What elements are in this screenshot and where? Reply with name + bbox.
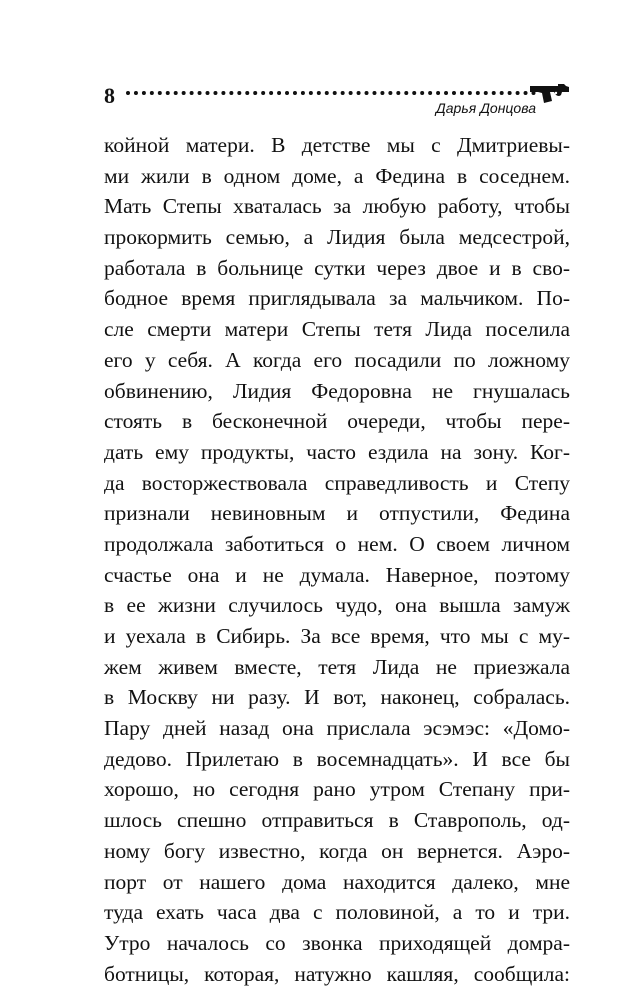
text-line: ботницы, которая, натужно кашляя, сообщила:: [104, 961, 570, 986]
text-line: да восторжествовала справедливость и Степу: [104, 470, 570, 495]
dotted-leader: [126, 91, 536, 95]
text-line: в ее жизни случилось чудо, она вышла замуж: [104, 593, 570, 618]
text-line: Пару дней назад она прислала эсэмэс: «Домо-: [104, 716, 570, 741]
text-line: ми жили в одном доме, а Федина в соседнем.: [104, 163, 570, 188]
page-number: 8: [104, 83, 115, 108]
text-line: порт от нашего дома находится далеко, мне: [104, 869, 570, 894]
author-name: Дарья Донцова: [435, 100, 536, 116]
text-line: Утро началось со звонка приходящей домра-: [104, 930, 570, 955]
text-line: и уехала в Сибирь. За все время, что мы с му-: [104, 624, 570, 648]
text-line: стоять в бесконечной очереди, чтобы пере-: [104, 409, 570, 434]
text-line: койной матери. В детстве мы с Дмитриевы-: [104, 133, 570, 157]
revolver-icon: [528, 80, 570, 104]
text-line: дедово. Прилетаю в восемнадцать». И все бы: [104, 746, 570, 771]
text-line: работала в больнице сутки через двое и в сво-: [104, 255, 570, 280]
text-line: в Москву ни разу. И вот, наконец, собралась.: [104, 685, 570, 710]
text-line: счастье она и не думала. Наверное, поэтому: [104, 562, 570, 587]
text-line: хорошо, но сегодня рано утром Степану при-: [104, 777, 570, 802]
running-header: [104, 76, 570, 116]
text-line: прокормить семью, а Лидия была медсестрой,: [104, 225, 570, 250]
text-line: бодное время приглядывала за мальчиком. По-: [104, 286, 570, 311]
text-line: обвинению, Лидия Федоровна не гнушалась: [104, 378, 570, 403]
text-line: продолжала заботиться о нем. О своем личном: [104, 531, 570, 556]
text-line: его у себя. А когда его посадили по ложному: [104, 347, 570, 372]
text-line: жем живем вместе, тетя Лида не приезжала: [104, 654, 570, 679]
text-line: дать ему продукты, часто ездила на зону. Ког-: [104, 439, 570, 464]
main-text: [104, 130, 570, 989]
text-line: ному богу известно, когда он вернется. Аэро-: [104, 838, 570, 863]
text-line: признали невиновным и отпустили, Федина: [104, 501, 570, 526]
text-line: туда ехать часа два с половиной, а то и три.: [104, 900, 570, 925]
text-line: сле смерти матери Степы тетя Лида поселила: [104, 317, 570, 342]
text-line: Мать Степы хваталась за любую работу, чтобы: [104, 194, 570, 219]
text-line: шлось спешно отправиться в Ставрополь, од-: [104, 808, 570, 833]
